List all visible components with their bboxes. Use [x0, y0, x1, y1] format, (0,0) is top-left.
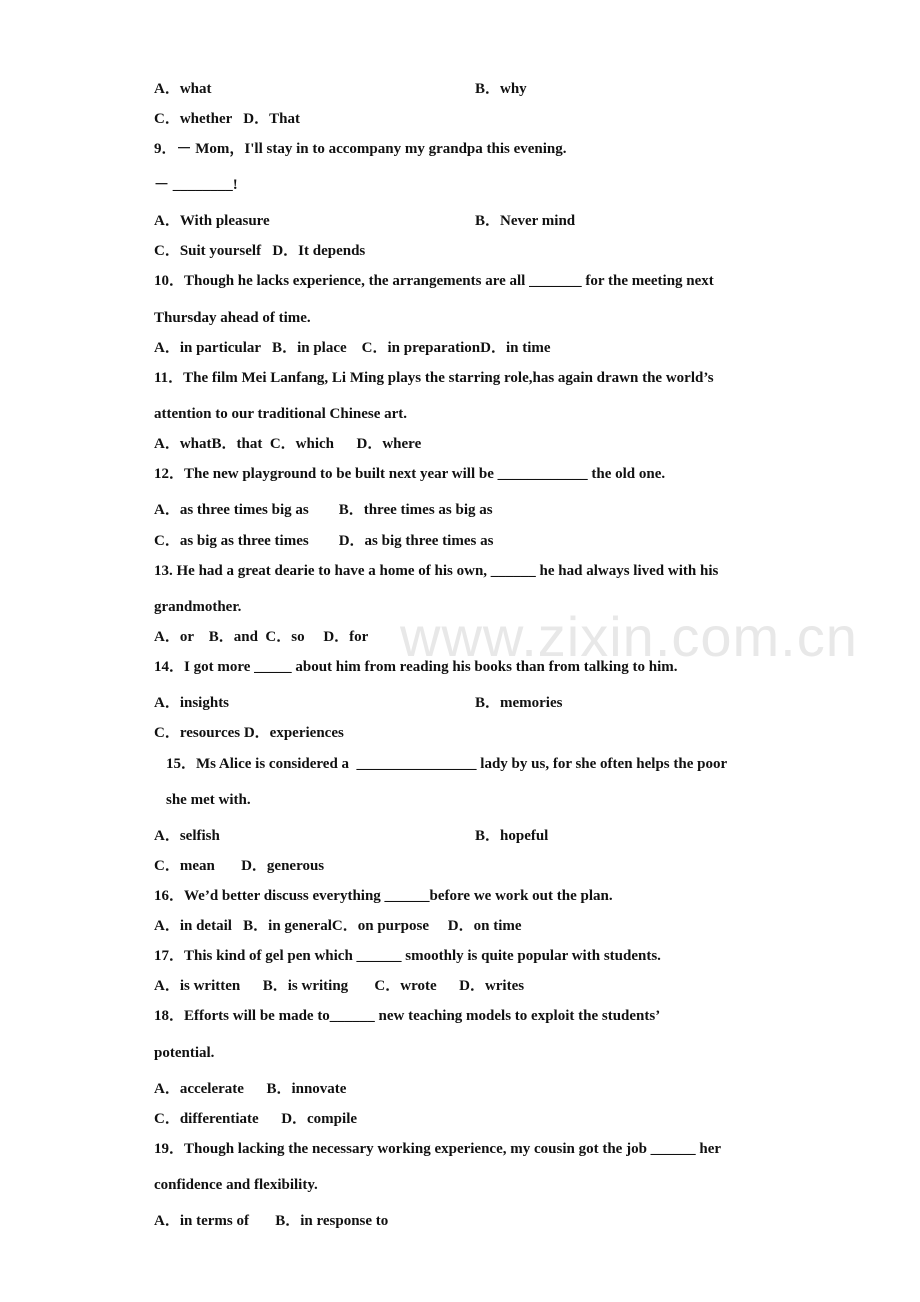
q18-stem-cont: potential.: [154, 1045, 215, 1061]
q10-options: A．in particular B．in place C．in preparationD．in time: [154, 340, 551, 356]
q18-options-cd: C．differentiate D．compile: [154, 1111, 358, 1127]
q9-option-b: B．Never mind: [475, 213, 576, 229]
q15-options-cd: C．mean D．generous: [154, 858, 325, 874]
q12-options-cd: C．as big as three times D．as big three times as: [154, 533, 494, 549]
q15-stem: 15．Ms Alice is considered a ________________ lady by us, for she often helps the poor: [166, 756, 728, 772]
q15-option-a: A．selfish: [154, 828, 220, 844]
q14-options-cd: C．resources D．experiences: [154, 725, 344, 741]
q16-options: A．in detail B．in generalC．on purpose D．on time: [154, 918, 522, 934]
q9-stem: 9．－ Mom，I'll stay in to accompany my grandpa this evening.: [154, 141, 567, 157]
q14-option-a: A．insights: [154, 695, 230, 711]
q15-stem-cont: she met with.: [166, 792, 251, 808]
watermark: www.zixin.com.cn: [400, 605, 858, 668]
q12-stem: 12．The new playground to be built next year will be ____________ the old one.: [154, 466, 666, 482]
q11-options: A．whatB．that C．which D．where: [154, 436, 422, 452]
q10-stem-cont: Thursday ahead of time.: [154, 310, 311, 326]
q11-stem: 11．The film Mei Lanfang, Li Ming plays the starring role,has again drawn the world’s: [154, 370, 714, 386]
q8-options-cd: C．whether D．That: [154, 111, 300, 127]
q19-stem: 19．Though lacking the necessary working experience, my cousin got the job ______ her: [154, 1141, 722, 1157]
q9-option-a: A．With pleasure: [154, 213, 270, 229]
q15-option-b: B．hopeful: [475, 828, 549, 844]
q11-stem-cont: attention to our traditional Chinese art.: [154, 406, 408, 422]
q14-option-b: B．memories: [475, 695, 563, 711]
q10-stem: 10．Though he lacks experience, the arrangements are all _______ for the meeting next: [154, 273, 714, 289]
q13-stem-cont: grandmother.: [154, 599, 242, 615]
q19-options-ab: A．in terms of B．in response to: [154, 1213, 389, 1229]
q12-options-ab: A．as three times big as B．three times as big as: [154, 502, 493, 518]
q9-reply: － ________!: [154, 177, 238, 193]
q16-stem: 16．We’d better discuss everything ______before we work out the plan.: [154, 888, 613, 904]
q9-options-cd: C．Suit yourself D．It depends: [154, 243, 366, 259]
q13-stem: 13. He had a great dearie to have a home of his own, ______ he had always lived with his: [154, 563, 719, 579]
q19-stem-cont: confidence and flexibility.: [154, 1177, 318, 1193]
q14-stem: 14．I got more _____ about him from reading his books than from talking to him.: [154, 659, 678, 675]
q13-options: A．or B．and C．so D．for: [154, 629, 369, 645]
q8-option-a: A．what: [154, 81, 212, 97]
q17-stem: 17．This kind of gel pen which ______ smoothly is quite popular with students.: [154, 948, 661, 964]
q18-options-ab: A．accelerate B．innovate: [154, 1081, 347, 1097]
q17-options: A．is written B．is writing C．wrote D．writes: [154, 978, 525, 994]
q18-stem: 18．Efforts will be made to______ new teaching models to exploit the students’: [154, 1008, 661, 1024]
q8-option-b: B．why: [475, 81, 527, 97]
